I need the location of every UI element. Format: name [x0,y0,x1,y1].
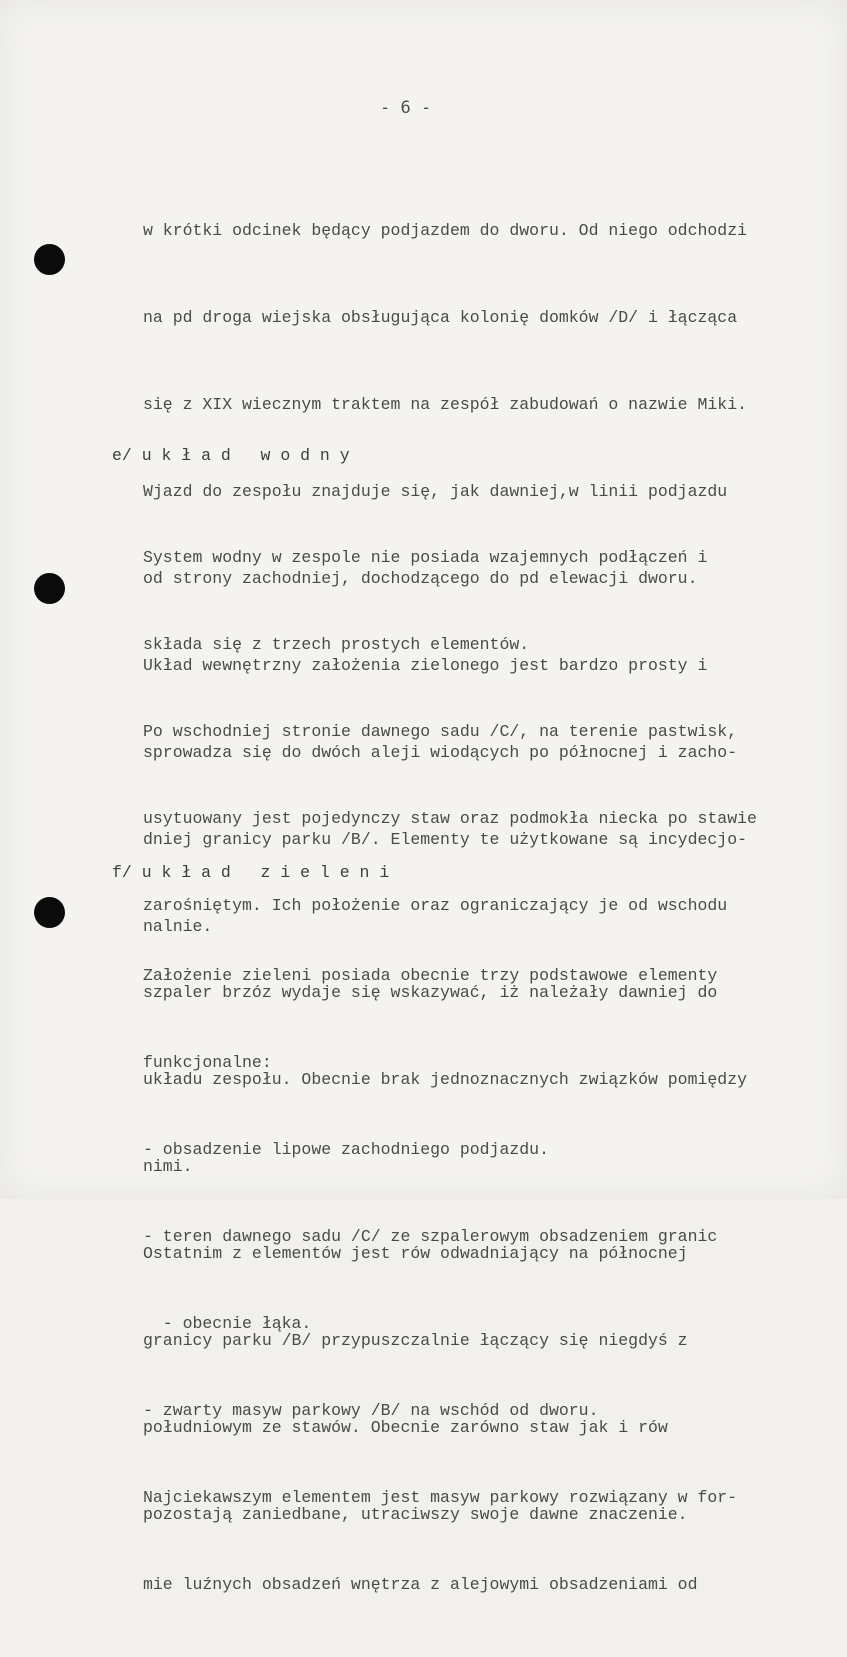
text-line: System wodny w zespole nie posiada wzajemnych podłączeń i [143,548,708,567]
punch-hole-icon [34,897,65,928]
text-line: Założenie zieleni posiada obecnie trzy podstawowe elementy [143,966,718,985]
text-line: usytuowany jest pojedynczy staw oraz podmokła niecka po stawie [143,809,757,828]
text-line: nimi. [143,1157,193,1176]
text-line: składa się z trzech prostych elementów. [143,635,530,654]
section-f-heading: f/ u k ł a d z i e l e n i [112,863,390,882]
text-line: pozostają zaniedbane, utraciwszy swoje dawne znaczenie. [143,1505,688,1524]
text-line: mie luźnych obsadzeń wnętrza z alejowymi obsadzeniami od [143,1575,698,1594]
punch-hole-icon [34,573,65,604]
text-line: Wjazd do zespołu znajduje się, jak dawniej,w linii podjazdu [143,482,728,501]
section-e-heading: e/ u k ł a d w o d n y [112,446,350,465]
page-number: - 6 - [380,98,432,118]
text-line: dniej granicy parku /B/. Elementy te użytkowane są incydecjo- [143,830,747,849]
list-item: - teren dawnego sadu /C/ ze szpalerowym obsadzeniem granic [143,1227,718,1246]
text-line: zarośniętym. Ich położenie oraz ograniczający je od wschodu [143,896,728,915]
punch-hole-icon [34,244,65,275]
section-f-paragraph [143,903,737,1657]
list-item: - zwarty masyw parkowy /B/ na wschód od dworu. [143,1401,599,1420]
text-line: Ostatnim z elementów jest rów odwadniający na północnej [143,1244,688,1263]
text-line: nalnie. [143,917,213,936]
list-item: - obsadzenie lipowe zachodniego podjazdu. [143,1140,549,1159]
text-line: granicy parku /B/ przypuszczalnie łączący się niegdyś z [143,1331,688,1350]
text-line: Najciekawszym elementem jest masyw parkowy rozwiązany w for- [143,1488,738,1507]
text-line: układu zespołu. Obecnie brak jednoznacznych związków pomiędzy [143,1070,747,1089]
text-line: funkcjonalne: [143,1053,272,1072]
text-line: sprowadza się do dwóch aleji wiodących po północnej i zacho- [143,743,738,762]
text-line: szpaler brzóz wydaje się wskazywać, iż należały dawniej do [143,983,718,1002]
text-line: się z XIX wiecznym traktem na zespół zabudowań o nazwie Miki. [143,395,747,414]
list-item: - obecnie łąka. [143,1314,312,1333]
text-line: południowym ze stawów. Obecnie zarówno staw jak i rów [143,1418,668,1437]
text-line: Układ wewnętrzny założenia zielonego jest bardzo prosty i [143,656,708,675]
text-line: w krótki odcinek będący podjazdem do dworu. Od niego odchodzi [143,221,747,240]
text-line: na pd droga wiejska obsługująca kolonię domków /D/ i łącząca [143,308,738,327]
text-line: Po wschodniej stronie dawnego sadu /C/, na terenie pastwisk, [143,722,738,741]
text-line: od strony zachodniej, dochodzącego do pd elewacji dworu. [143,569,698,588]
